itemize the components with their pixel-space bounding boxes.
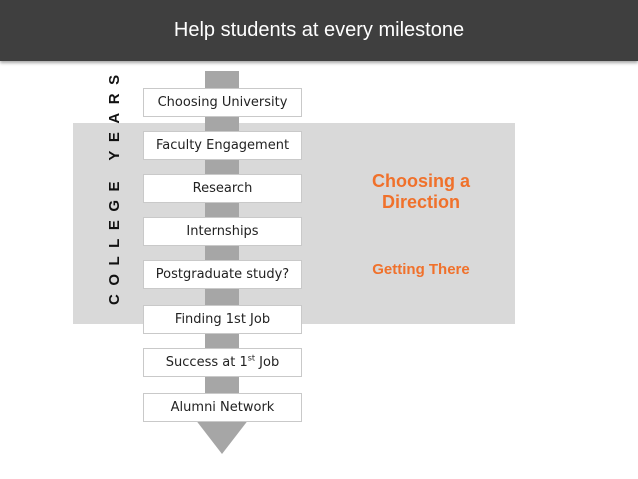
header-bar xyxy=(0,0,638,61)
choosing-direction-line1: Choosing a xyxy=(372,171,470,191)
page-title: Help students at every milestone xyxy=(173,19,465,41)
step-research: Research xyxy=(143,174,302,203)
step-alumni-network: Alumni Network xyxy=(143,393,302,422)
step-faculty-engagement: Faculty Engagement xyxy=(143,131,302,160)
step-success-at-first-job xyxy=(143,348,302,377)
step-finding-first-job: Finding 1st Job xyxy=(143,305,302,334)
choosing-direction-note xyxy=(336,171,506,213)
step-postgraduate-study: Postgraduate study? xyxy=(143,260,302,289)
step-choosing-university: Choosing University xyxy=(143,88,302,117)
timeline-arrow-head xyxy=(195,419,249,454)
step-success-superscript: st xyxy=(247,353,256,363)
getting-there-note: Getting There xyxy=(372,261,470,278)
college-years-label: COLLEGE YEARS xyxy=(106,66,123,305)
step-success-text-pre: Success at 1 xyxy=(165,355,248,370)
choosing-direction-line2: Direction xyxy=(381,192,460,212)
step-success-text-post: Job xyxy=(255,355,280,370)
step-internships: Internships xyxy=(143,217,302,246)
